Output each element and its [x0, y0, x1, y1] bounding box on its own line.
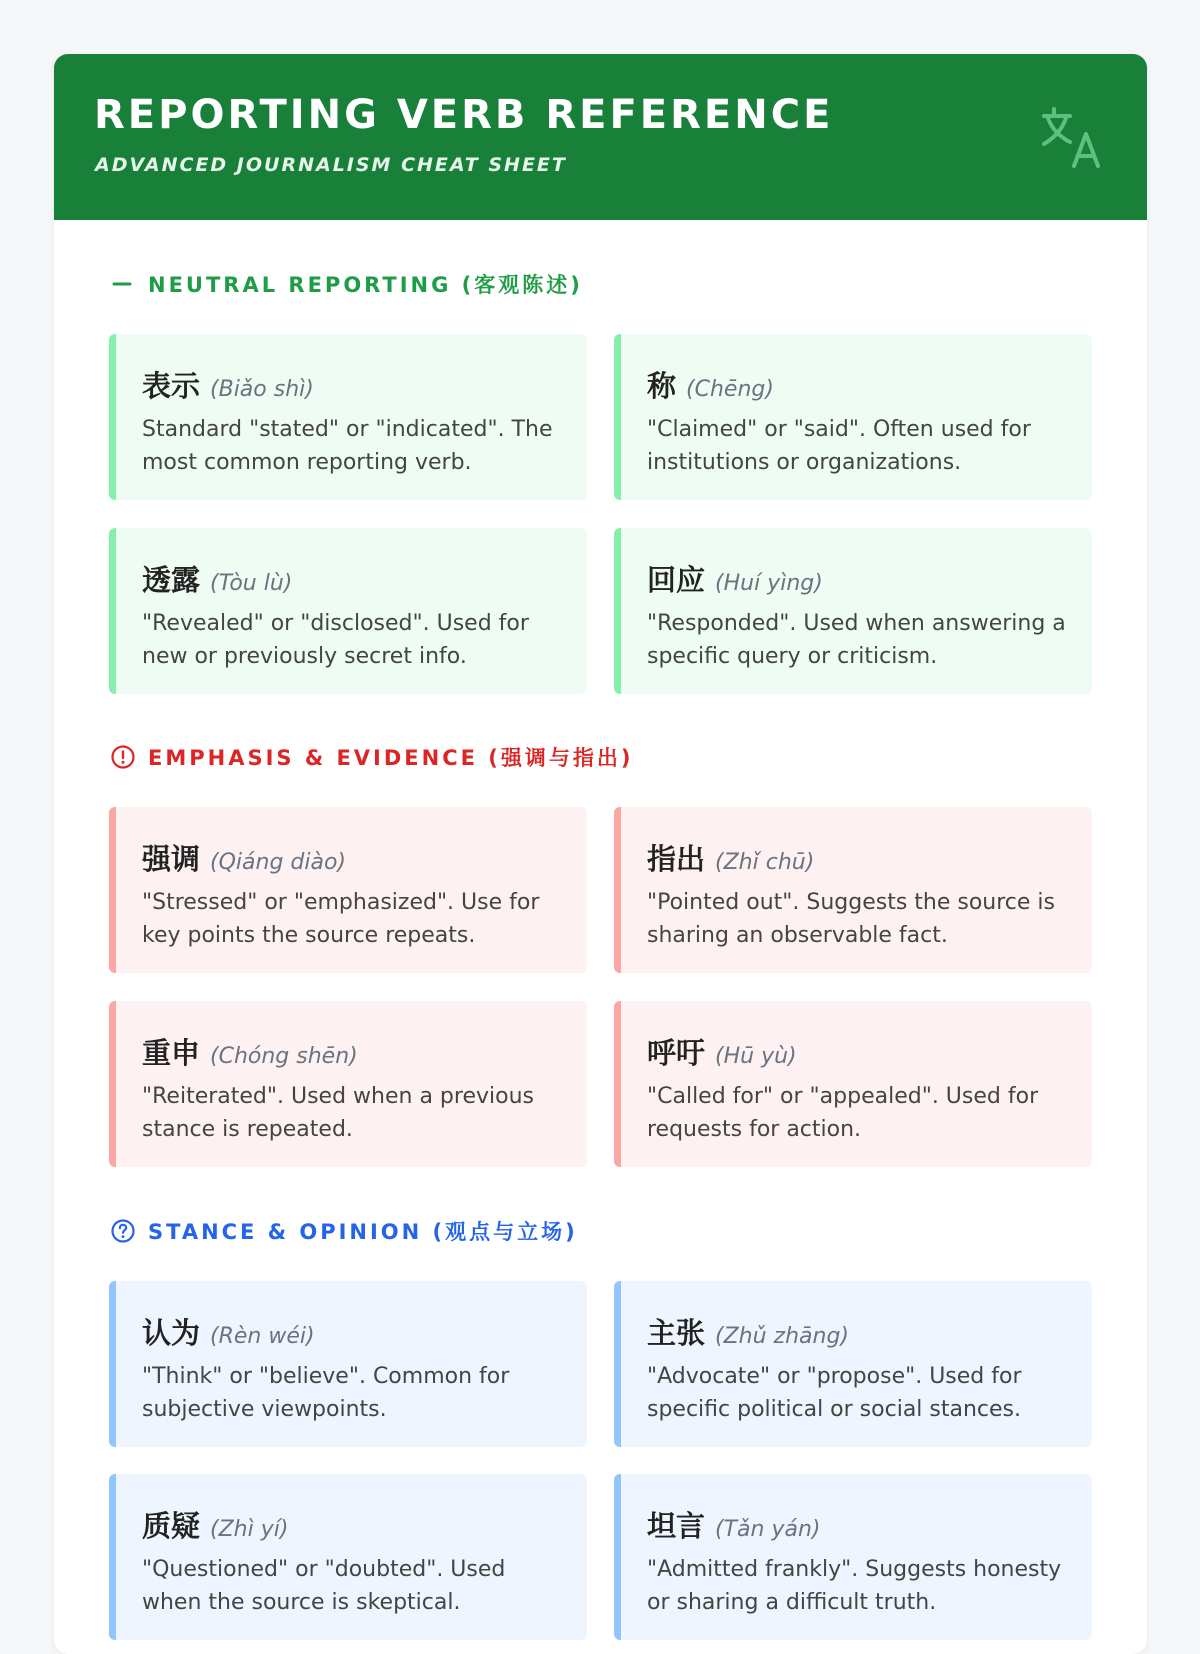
verb-pinyin: (Chóng shēn): [210, 1044, 358, 1069]
verb-description: "Stressed" or "emphasized". Use for key points the source repeats.: [142, 890, 540, 948]
section-title: EMPHASIS & EVIDENCE (强调与指出): [148, 746, 634, 770]
verb-term: 质疑: [142, 1509, 201, 1543]
verb-card: [614, 1474, 1092, 1640]
verb-card: [109, 807, 587, 973]
verb-card: [614, 807, 1092, 973]
section-emphasis-heading: [110, 742, 634, 772]
verb-pinyin: (Zhǐ chū): [715, 850, 815, 875]
verb-pinyin: (Tòu lù): [210, 571, 293, 596]
verb-term: 回应: [647, 563, 706, 597]
verb-term: 重申: [142, 1036, 201, 1070]
verb-term: 呼吁: [647, 1036, 706, 1070]
question-circle-icon: [110, 1218, 136, 1244]
section-stance-heading: [110, 1216, 578, 1246]
header-banner: [54, 54, 1147, 220]
verb-pinyin: (Hū yù): [715, 1044, 797, 1069]
verb-pinyin: (Huí yìng): [715, 571, 823, 596]
verb-description: "Questioned" or "doubted". Used when the source is skeptical.: [142, 1557, 506, 1615]
dash-icon: [110, 271, 136, 297]
verb-term: 认为: [142, 1316, 201, 1350]
verb-card: [109, 1474, 587, 1640]
verb-description: "Called for" or "appealed". Used for requests for action.: [647, 1084, 1039, 1142]
section-title: NEUTRAL REPORTING (客观陈述): [148, 273, 583, 297]
verb-pinyin: (Chēng): [686, 377, 774, 402]
verb-pinyin: (Zhì yí): [210, 1517, 289, 1542]
verb-description: "Admitted frankly". Suggests honesty or sharing a difficult truth.: [647, 1557, 1062, 1615]
verb-description: "Pointed out". Suggests the source is sharing an observable fact.: [647, 890, 1056, 948]
verb-term: 称: [647, 369, 677, 403]
verb-term: 透露: [142, 563, 201, 597]
verb-card: [109, 1001, 587, 1167]
section-title: STANCE & OPINION (观点与立场): [148, 1220, 578, 1244]
verb-term: 强调: [142, 842, 201, 876]
verb-description: "Advocate" or "propose". Used for specific political or social stances.: [647, 1364, 1022, 1422]
verb-term: 主张: [647, 1316, 706, 1350]
verb-card: [109, 528, 587, 694]
verb-term: 指出: [647, 842, 706, 876]
verb-pinyin: (Tǎn yán): [715, 1517, 821, 1542]
verb-term: 表示: [142, 369, 201, 403]
verb-pinyin: (Zhǔ zhāng): [715, 1324, 850, 1349]
verb-description: "Think" or "believe". Common for subjective viewpoints.: [142, 1364, 510, 1422]
verb-card: [614, 334, 1092, 500]
verb-pinyin: (Qiáng diào): [210, 850, 347, 875]
verb-card: [614, 1001, 1092, 1167]
verb-description: "Responded". Used when answering a specific query or criticism.: [647, 611, 1066, 669]
page-subtitle: ADVANCED JOURNALISM CHEAT SHEET: [95, 154, 567, 176]
verb-pinyin: (Biǎo shì): [210, 377, 314, 402]
verb-card: [109, 1281, 587, 1447]
verb-card: [614, 528, 1092, 694]
verb-pinyin: (Rèn wéi): [210, 1324, 315, 1349]
section-neutral-heading: [110, 269, 583, 299]
alert-circle-icon: [110, 744, 136, 770]
verb-card: [614, 1281, 1092, 1447]
translate-icon: [1040, 104, 1106, 170]
cheat-sheet: [54, 54, 1147, 1654]
verb-description: "Revealed" or "disclosed". Used for new or previously secret info.: [142, 611, 529, 669]
verb-description: Standard "stated" or "indicated". The most common reporting verb.: [142, 417, 553, 475]
verb-description: "Claimed" or "said". Often used for institutions or organizations.: [647, 417, 1031, 475]
verb-term: 坦言: [647, 1509, 706, 1543]
page-title: REPORTING VERB REFERENCE: [94, 92, 834, 138]
verb-description: "Reiterated". Used when a previous stance is repeated.: [142, 1084, 534, 1142]
verb-card: [109, 334, 587, 500]
